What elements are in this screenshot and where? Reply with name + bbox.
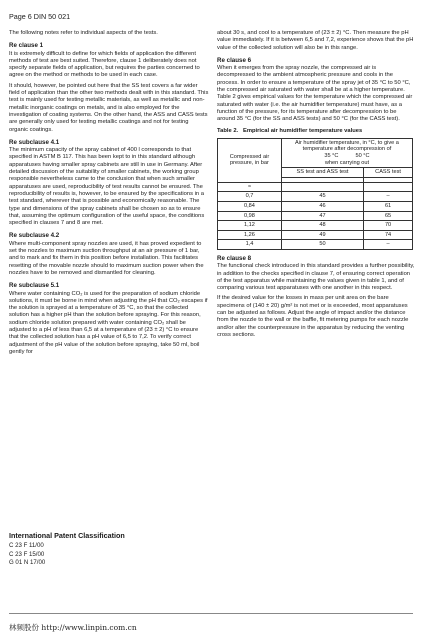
table-caption-label: Table 2. (217, 127, 239, 134)
paragraph: The functional check introduced in this standard provides a further possibility, in addition to the checks specified in clause 7, of ensuring correct operation of the test apparatus while maintaining the values given in table 1, and of comparing various test apparatuses with one another in this respect. (217, 263, 415, 292)
cell-pressure: 0,98 (218, 211, 282, 221)
cell-cass: – (364, 192, 413, 202)
col-header-pressure: Compressed air pressure, in bar (218, 138, 282, 182)
cell-pressure: 0,84 (218, 202, 282, 212)
left-column (9, 30, 209, 359)
paragraph: It is extremely difficult to define for which fields of application the different methods of test are best suited. Therefore, clause 1 deliberately does not specify separate fields of application, but requires the parties concerned to agree on the method or methods to be used in each case. (9, 50, 200, 79)
approx-symbol: ≈ (218, 182, 282, 192)
cell-pressure: 1,4 (218, 240, 282, 250)
carrying-out: when carrying out (324, 159, 370, 166)
heading-subclause-5-1: Re subclause 5.1 (9, 282, 60, 290)
humidifier-table (217, 138, 413, 250)
footer-divider (9, 613, 413, 614)
paragraph: If the desired value for the losses in mass per unit area on the bare specimens of (140 ± 20) g/m² is not met or is exceeded, most apparatuses can be adjusted as follows. Adjust the angle of impact and/or the distance from the nozzle to the wall or the baffle, fit metering pumps for each nozzle and/or alter the counterpressure in the apparatus by reducing the venting cross sections. (217, 295, 409, 338)
intro-paragraph: The following notes refer to individual aspects of the tests. (9, 30, 158, 36)
heading-subclause-4-1: Re subclause 4.1 (9, 138, 60, 146)
ipc-code: G 01 N 17/00 (9, 558, 46, 566)
col-header-ss-ass: SS test and ASS test (281, 168, 363, 178)
table-row (218, 192, 413, 202)
temp-35: 35 °C (324, 153, 339, 160)
cell-ss: 48 (281, 221, 363, 231)
table-caption (217, 128, 415, 135)
ipc-title: International Patent Classification (9, 531, 125, 540)
heading-clause-6: Re clause 6 (217, 56, 252, 64)
table-row (218, 202, 413, 212)
cell-cass: – (364, 240, 413, 250)
heading-clause-8: Re clause 8 (217, 254, 252, 262)
footer-watermark: 林频股份 http://www.linpin.com.cn (9, 623, 137, 632)
paragraph: Where water containing CO₂ is used for the preparation of sodium chloride solutions, it must be borne in mind when adjusting the pH that CO₂ escapes if the solution is sprayed at a temperature of 35 °C, so that the collected solution has a higher pH than the solution before spraying. For this reason, sodium chloride solution prepared with water containing CO₂ shall be adjusted to a pH of less than 6,5 at a temperature of (23 ± 2) °C to ensure that the collected solution has a pH value of 6,5 to 7,2. To verify correct adjustment of the pH value of the solution before spraying, take 50 ml, boil gently for (9, 290, 208, 355)
heading-subclause-4-2: Re subclause 4.2 (9, 232, 60, 240)
blank-cell (364, 182, 413, 192)
table-row (218, 221, 413, 231)
table-row (218, 211, 413, 221)
cell-ss: 47 (281, 211, 363, 221)
paragraph: Where multi-component spray nozzles are used, it has proved expedient to set the nozzles to maximum suction throughput at an air pressure of 1 bar, and to mark and fix them in this position before installation. This facilitates resetting of the movable nozzle should to maximum suction power when the nozzles have to be removed and dismantled for cleaning. (9, 240, 204, 276)
cell-ss: 45 (281, 192, 363, 202)
ipc-code: C 23 F 15/00 (9, 550, 45, 558)
right-column (217, 30, 415, 342)
ipc-code: C 23 F 11/00 (9, 542, 44, 550)
page-header: Page 6 DIN 50 021 (9, 12, 71, 21)
continuation-paragraph: about 30 s, and cool to a temperature of (23 ± 2) °C. Then measure the pH value immediately. If it is between 6,5 and 7,2, experience shows that the pH value of the collected solution will also be in this range. (217, 30, 414, 51)
cell-cass: 74 (364, 230, 413, 240)
cell-cass: 61 (364, 202, 413, 212)
table-row (218, 240, 413, 250)
paragraph: When it emerges from the spray nozzle, the compressed air is decompressed to the ambient atmospheric pressure and cools in the process. In order to ensure a temperature of the spray jet of 35 °C to 50 °C, the compressed air saturated with water shall be at a higher temperature. Table 2 gives empirical values for the temperature which the compressed air saturated with water (i.e. the air humidifier temperature) must have, as a function of the pressure, for its temperature after decompression to be around 35 °C (for the SS and ASS tests) and 50 °C (for the CASS test). (217, 65, 413, 123)
span-header-text: Air humidifier temperature, in °C, to give a temperature after decompression of (295, 139, 399, 153)
patent-classification (9, 532, 125, 567)
col-header-span (281, 138, 412, 167)
table-row (218, 230, 413, 240)
heading-clause-1: Re clause 1 (9, 42, 44, 50)
cell-ss: 46 (281, 202, 363, 212)
col-header-cass: CASS test (364, 168, 413, 178)
cell-cass: 65 (364, 211, 413, 221)
cell-pressure: 1,26 (218, 230, 282, 240)
paragraph: It should, however, be pointed out here that the SS test covers a far wider field of application than the other two methods dealt with in this standard. This test is mainly used for testing metallic materials, as well as metallic and non-metallic inorganic coatings on metals, and is also employed for the investigation of coating systems. On the other hand, the ASS and CASS tests are generally only used for testing metallic coatings and not for testing organic coatings. (9, 82, 209, 133)
blank-cell (281, 182, 363, 192)
paragraph: The minimum capacity of the spray cabinet of 400 l corresponds to that specified in ASTM B 117. This has been kept to in this standard although apparatuses having smaller spray cabinets are still in use in Germany. After detailed discussion of the suitability of smaller cabinets, the working group responsible nevertheless came to the conclusion that when such smaller apparatuses are used, reproducibility of test results cannot be ensured. The reproducibility of results is, however, to be ensured by the specifications in a test standard, wherever that is possible and economically reasonable. The type and dimensions of the spray cabinets shall be chosen so as to ensure that, assuming the optimum configuration of the useful space, the conditions specified in clauses 7 and 8 are met. (9, 147, 205, 227)
cell-pressure: 0,7 (218, 192, 282, 202)
cell-pressure: 1,12 (218, 221, 282, 231)
cell-cass: 70 (364, 221, 413, 231)
cell-ss: 49 (281, 230, 363, 240)
temp-50: 50 °C (355, 153, 370, 160)
cell-ss: 50 (281, 240, 363, 250)
table-caption-title: Empirical air humidifier temperature values (243, 127, 363, 134)
